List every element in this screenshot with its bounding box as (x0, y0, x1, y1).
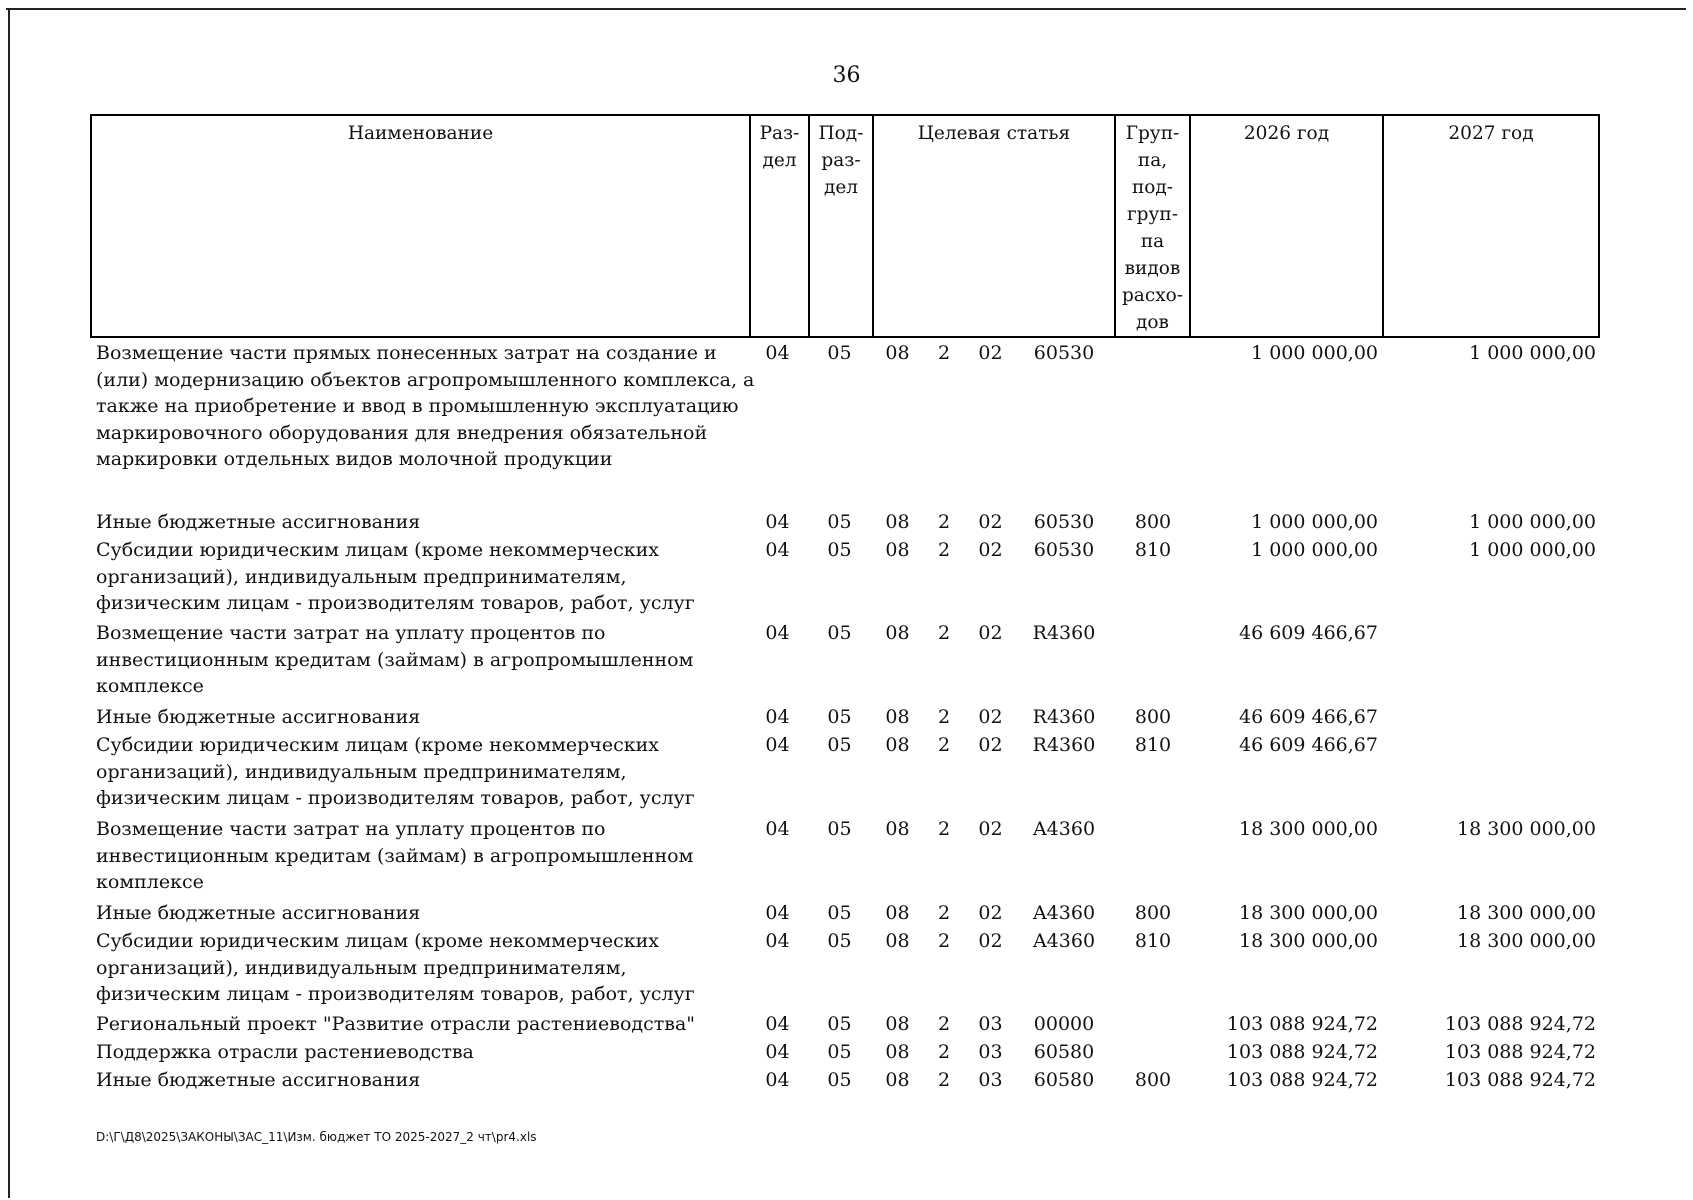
row-cs-project: 02 (978, 622, 1003, 644)
row-cs-direction: 60530 (1033, 511, 1095, 533)
row-podrazdel: 05 (827, 511, 852, 533)
row-cs-type: 2 (937, 734, 951, 756)
row-amount-2027: 1 000 000,00 (1469, 539, 1596, 561)
row-name: Иные бюджетные ассигнования (96, 1069, 421, 1091)
header-name: Наименование (347, 123, 494, 144)
header-2026: 2026 год (1243, 123, 1330, 144)
row-cs-direction: 60580 (1033, 1069, 1095, 1091)
row-cs-direction: A4360 (1032, 902, 1096, 924)
row-amount-2026: 46 609 466,67 (1238, 734, 1378, 756)
row-podrazdel: 05 (827, 818, 852, 840)
row-cs-project: 02 (978, 511, 1003, 533)
row-cs-type: 2 (937, 902, 951, 924)
row-podrazdel: 05 (827, 1013, 852, 1035)
row-cs-program: 08 (885, 511, 910, 533)
row-cs-project: 02 (978, 539, 1003, 561)
row-amount-2026: 46 609 466,67 (1238, 706, 1378, 728)
scan-border-left (8, 8, 10, 1198)
row-cs-type: 2 (937, 818, 951, 840)
row-name: Иные бюджетные ассигнования (96, 706, 421, 728)
row-razdel: 04 (765, 622, 790, 644)
row-amount-2026: 103 088 924,72 (1226, 1069, 1378, 1091)
row-amount-2026: 1 000 000,00 (1251, 539, 1378, 561)
row-cs-program: 08 (885, 342, 910, 364)
row-podrazdel: 05 (827, 1069, 852, 1091)
row-cs-program: 08 (885, 1069, 910, 1091)
row-cs-program: 08 (885, 734, 910, 756)
row-cs-direction: 60530 (1033, 342, 1095, 364)
row-name: Иные бюджетные ассигнования (96, 902, 421, 924)
row-cs-program: 08 (885, 1041, 910, 1063)
row-cs-type: 2 (937, 1041, 951, 1063)
row-razdel: 04 (765, 1069, 790, 1091)
row-name: Субсидии юридическим лицам (кроме некоммерческих организаций), индивидуальным предпринимателям, физическим лицам - производителям товаров, работ, услуг (96, 930, 695, 1005)
row-cs-program: 08 (885, 930, 910, 952)
row-amount-2026: 18 300 000,00 (1238, 818, 1378, 840)
row-name: Возмещение части затрат на уплату процентов по инвестиционным кредитам (займам) в агропромышленном комплексе (96, 818, 694, 893)
row-cs-project: 02 (978, 342, 1003, 364)
row-amount-2026: 46 609 466,67 (1238, 622, 1378, 644)
row-amount-2027: 1 000 000,00 (1469, 342, 1596, 364)
row-cs-project: 02 (978, 902, 1003, 924)
row-amount-2027: 18 300 000,00 (1456, 818, 1596, 840)
row-cs-direction: A4360 (1032, 818, 1096, 840)
row-vid-rashodov: 810 (1134, 930, 1172, 952)
row-razdel: 04 (765, 818, 790, 840)
row-cs-program: 08 (885, 818, 910, 840)
row-cs-direction: A4360 (1032, 930, 1096, 952)
row-cs-program: 08 (885, 706, 910, 728)
page-number: 36 (832, 63, 861, 88)
header-razdel: Раз- дел (759, 123, 800, 171)
row-name: Региональный проект "Развитие отрасли растениеводства" (96, 1013, 696, 1035)
row-razdel: 04 (765, 902, 790, 924)
row-amount-2027: 1 000 000,00 (1469, 511, 1596, 533)
row-razdel: 04 (765, 1041, 790, 1063)
row-cs-program: 08 (885, 1013, 910, 1035)
row-cs-direction: 00000 (1033, 1013, 1095, 1035)
header-divider (1189, 114, 1191, 338)
header-2027: 2027 год (1448, 123, 1534, 144)
row-cs-type: 2 (937, 622, 951, 644)
row-cs-direction: 60580 (1033, 1041, 1095, 1063)
row-cs-type: 2 (937, 1013, 951, 1035)
row-name: Субсидии юридическим лицам (кроме некоммерческих организаций), индивидуальным предпринимателям, физическим лицам - производителям товаров, работ, услуг (96, 734, 695, 809)
row-name: Возмещение части прямых понесенных затрат на создание и (или) модернизацию объектов агропромышленного комплекса, а также на приобретение и ввод в промышленную эксплуатацию маркировочного оборудования для внедрения обязательной маркировки отдельных видов молочной продукции (96, 342, 755, 470)
row-cs-project: 02 (978, 818, 1003, 840)
row-razdel: 04 (765, 734, 790, 756)
row-vid-rashodov: 810 (1134, 734, 1172, 756)
row-amount-2026: 18 300 000,00 (1238, 902, 1378, 924)
scan-border-top (6, 8, 1686, 10)
header-divider (872, 114, 874, 338)
row-cs-type: 2 (937, 706, 951, 728)
row-vid-rashodov: 800 (1134, 511, 1172, 533)
row-cs-program: 08 (885, 902, 910, 924)
row-razdel: 04 (765, 1013, 790, 1035)
row-name: Возмещение части затрат на уплату процентов по инвестиционным кредитам (займам) в агропромышленном комплексе (96, 622, 694, 697)
row-amount-2027: 103 088 924,72 (1444, 1013, 1596, 1035)
row-amount-2027: 18 300 000,00 (1456, 930, 1596, 952)
row-podrazdel: 05 (827, 902, 852, 924)
row-cs-direction: 60530 (1033, 539, 1095, 561)
row-cs-project: 02 (978, 734, 1003, 756)
row-amount-2026: 1 000 000,00 (1251, 342, 1378, 364)
row-cs-direction: R4360 (1032, 622, 1096, 644)
row-razdel: 04 (765, 706, 790, 728)
row-amount-2026: 18 300 000,00 (1238, 930, 1378, 952)
row-podrazdel: 05 (827, 539, 852, 561)
header-divider (1382, 114, 1384, 338)
row-podrazdel: 05 (827, 342, 852, 364)
row-amount-2026: 1 000 000,00 (1251, 511, 1378, 533)
row-amount-2026: 103 088 924,72 (1226, 1041, 1378, 1063)
row-podrazdel: 05 (827, 622, 852, 644)
row-cs-program: 08 (885, 622, 910, 644)
row-cs-type: 2 (937, 511, 951, 533)
row-cs-project: 03 (978, 1041, 1003, 1063)
row-amount-2027: 103 088 924,72 (1444, 1041, 1596, 1063)
row-name: Иные бюджетные ассигнования (96, 511, 421, 533)
row-cs-project: 03 (978, 1013, 1003, 1035)
row-razdel: 04 (765, 930, 790, 952)
header-celevaya-statya: Целевая статья (917, 123, 1071, 144)
row-vid-rashodov: 810 (1134, 539, 1172, 561)
row-podrazdel: 05 (827, 930, 852, 952)
row-cs-type: 2 (937, 539, 951, 561)
row-vid-rashodov: 800 (1134, 902, 1172, 924)
row-cs-project: 02 (978, 930, 1003, 952)
row-amount-2027: 103 088 924,72 (1444, 1069, 1596, 1091)
row-cs-project: 02 (978, 706, 1003, 728)
row-razdel: 04 (765, 511, 790, 533)
file-path-footer: D:\Г\Д8\2025\ЗАКОНЫ\ЗАС_11\Изм. бюджет ТО 2025-2027_2 чт\pr4.xls (96, 1130, 537, 1144)
row-cs-program: 08 (885, 539, 910, 561)
row-razdel: 04 (765, 342, 790, 364)
row-amount-2026: 103 088 924,72 (1226, 1013, 1378, 1035)
row-cs-direction: R4360 (1032, 706, 1096, 728)
header-gruppa-vidov-rashodov: Груп- па, под- груп- па видов расхо- дов (1121, 123, 1184, 333)
row-cs-type: 2 (937, 1069, 951, 1091)
row-name: Поддержка отрасли растениеводства (96, 1041, 474, 1063)
row-cs-project: 03 (978, 1069, 1003, 1091)
row-cs-direction: R4360 (1032, 734, 1096, 756)
row-podrazdel: 05 (827, 1041, 852, 1063)
row-cs-type: 2 (937, 930, 951, 952)
row-amount-2027: 18 300 000,00 (1456, 902, 1596, 924)
row-vid-rashodov: 800 (1134, 706, 1172, 728)
row-cs-type: 2 (937, 342, 951, 364)
row-podrazdel: 05 (827, 706, 852, 728)
row-name: Субсидии юридическим лицам (кроме некоммерческих организаций), индивидуальным предпринимателям, физическим лицам - производителям товаров, работ, услуг (96, 539, 695, 614)
header-podrazdel: Под- раз- дел (818, 123, 864, 198)
row-podrazdel: 05 (827, 734, 852, 756)
row-vid-rashodov: 800 (1134, 1069, 1172, 1091)
row-razdel: 04 (765, 539, 790, 561)
